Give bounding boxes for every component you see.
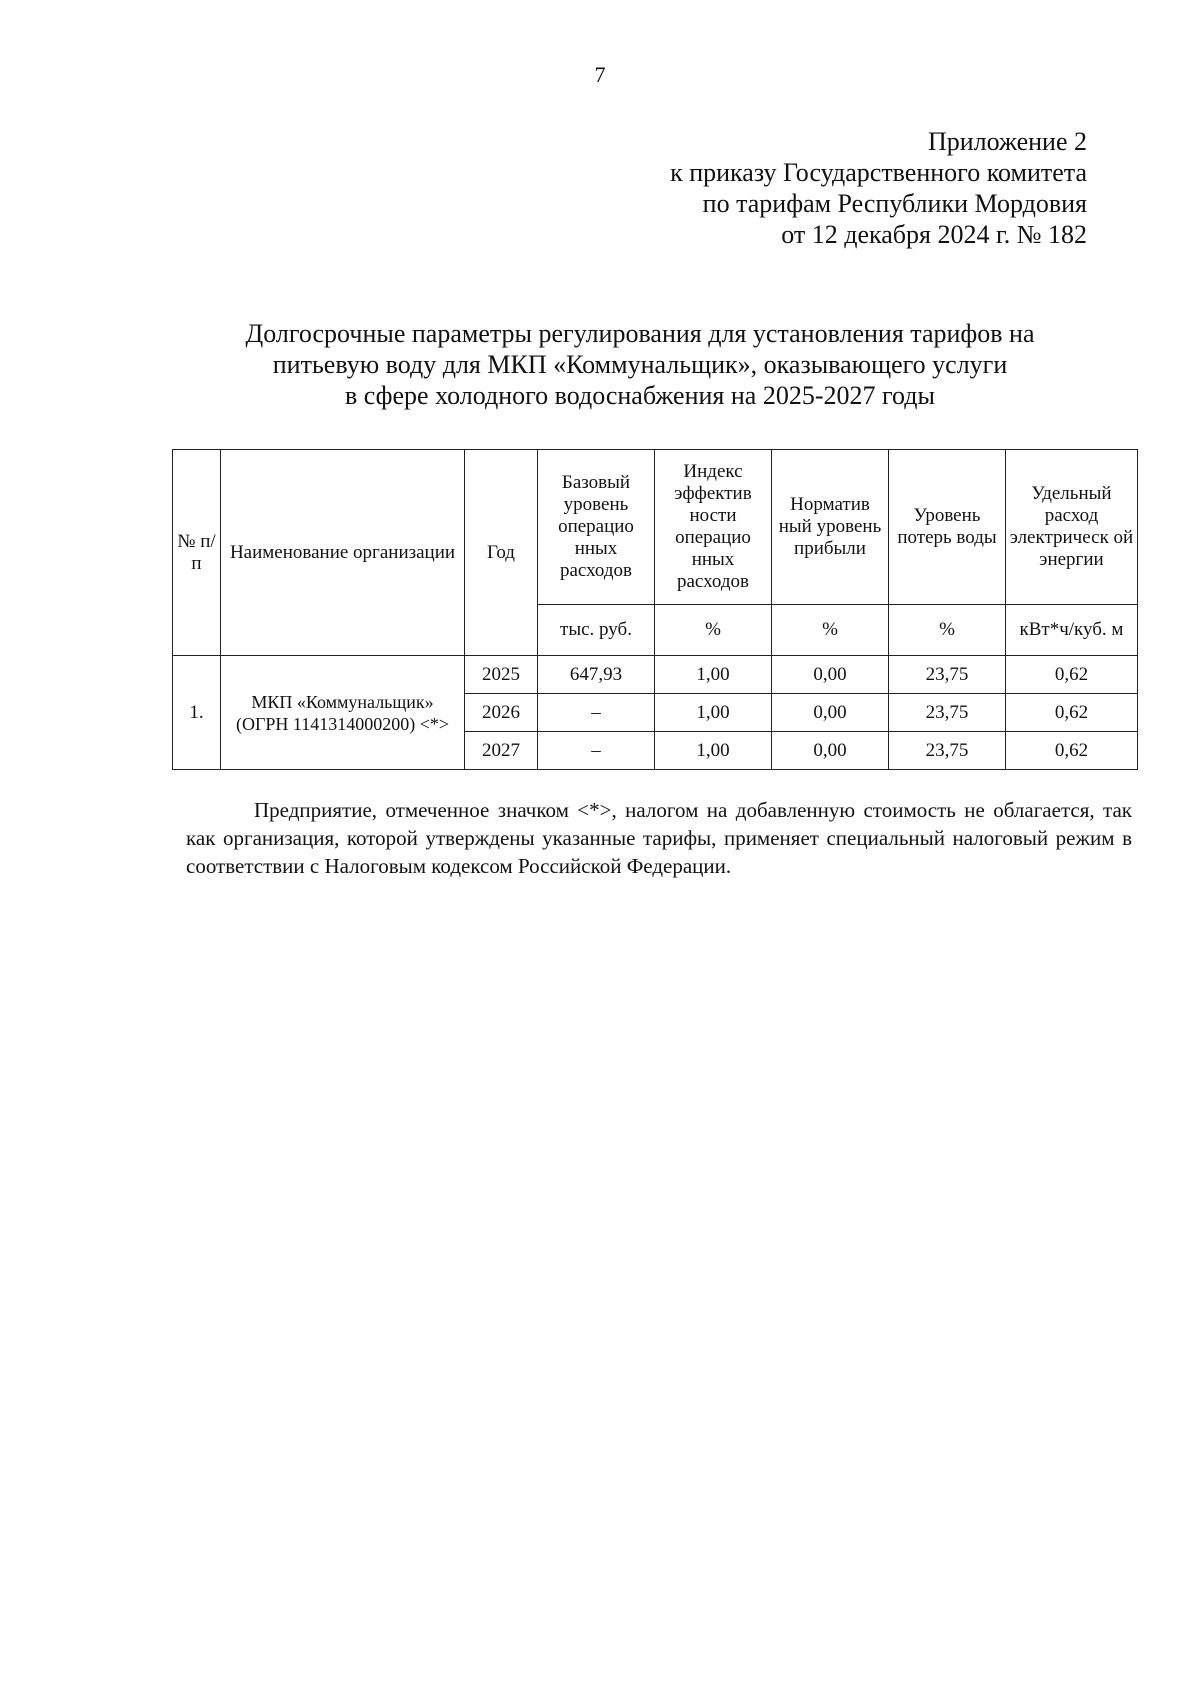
appendix-line-2: к приказу Государственного комитета: [670, 158, 1087, 187]
page-number: 7: [594, 62, 606, 87]
title-line-2: питьевую воду для МКП «Коммунальщик», оказывающего услуги: [272, 350, 1008, 379]
title-line-3: в сфере холодного водоснабжения на 2025-2027 годы: [345, 381, 935, 410]
title-line-1: Долгосрочные параметры регулирования для установления тарифов на: [245, 319, 1035, 348]
cell-efficiency-index: 1,00: [655, 732, 772, 770]
cell-water-losses: 23,75: [889, 732, 1006, 770]
tax-note: [186, 796, 1132, 880]
cell-profit-level: 0,00: [772, 694, 889, 732]
unit-base-costs: тыс. руб.: [538, 605, 655, 656]
parameters-table: [172, 449, 1138, 770]
cell-energy-consumption: 0,62: [1006, 694, 1138, 732]
cell-energy-consumption: 0,62: [1006, 732, 1138, 770]
cell-water-losses: 23,75: [889, 656, 1006, 694]
header-efficiency-index: Индекс эффектив ности операцио нных расходов: [655, 450, 772, 605]
unit-water-losses: %: [889, 605, 1006, 656]
cell-energy-consumption: 0,62: [1006, 656, 1138, 694]
cell-year: 2025: [465, 656, 538, 694]
tax-note-text: Предприятие, отмеченное значком <*>, налогом на добавленную стоимость не облагается, так как организация, которой утверждены указанные тарифы, применяет специальный налоговый режим в соответствии с Налоговым кодексом Российской Федерации.: [186, 798, 1132, 878]
cell-year: 2026: [465, 694, 538, 732]
document-title: [160, 318, 1120, 411]
header-profit-level: Норматив ный уровень прибыли: [772, 450, 889, 605]
cell-profit-level: 0,00: [772, 732, 889, 770]
cell-base-costs: –: [538, 694, 655, 732]
unit-energy-consumption: кВт*ч/куб. м: [1006, 605, 1138, 656]
cell-year: 2027: [465, 732, 538, 770]
header-energy-consumption: Удельный расход электрическ ой энергии: [1006, 450, 1138, 605]
row-number: 1.: [173, 656, 221, 770]
cell-efficiency-index: 1,00: [655, 656, 772, 694]
cell-profit-level: 0,00: [772, 656, 889, 694]
cell-efficiency-index: 1,00: [655, 694, 772, 732]
unit-profit-level: %: [772, 605, 889, 656]
header-water-losses: Уровень потерь воды: [889, 450, 1006, 605]
appendix-header: [670, 126, 1087, 250]
header-org: Наименование организации: [221, 450, 465, 656]
table-row: [173, 656, 1138, 694]
header-year: Год: [465, 450, 538, 656]
cell-base-costs: 647,93: [538, 656, 655, 694]
appendix-line-1: Приложение 2: [927, 127, 1087, 156]
header-num: № п/ п: [173, 450, 221, 656]
unit-efficiency-index: %: [655, 605, 772, 656]
header-base-costs: Базовый уровень операцио нных расходов: [538, 450, 655, 605]
appendix-line-4: от 12 декабря 2024 г. № 182: [781, 220, 1087, 249]
organization-name: МКП «Коммунальщик» (ОГРН 1141314000200) <*>: [221, 656, 465, 770]
cell-water-losses: 23,75: [889, 694, 1006, 732]
appendix-line-3: по тарифам Республики Мордовия: [702, 189, 1087, 218]
cell-base-costs: –: [538, 732, 655, 770]
